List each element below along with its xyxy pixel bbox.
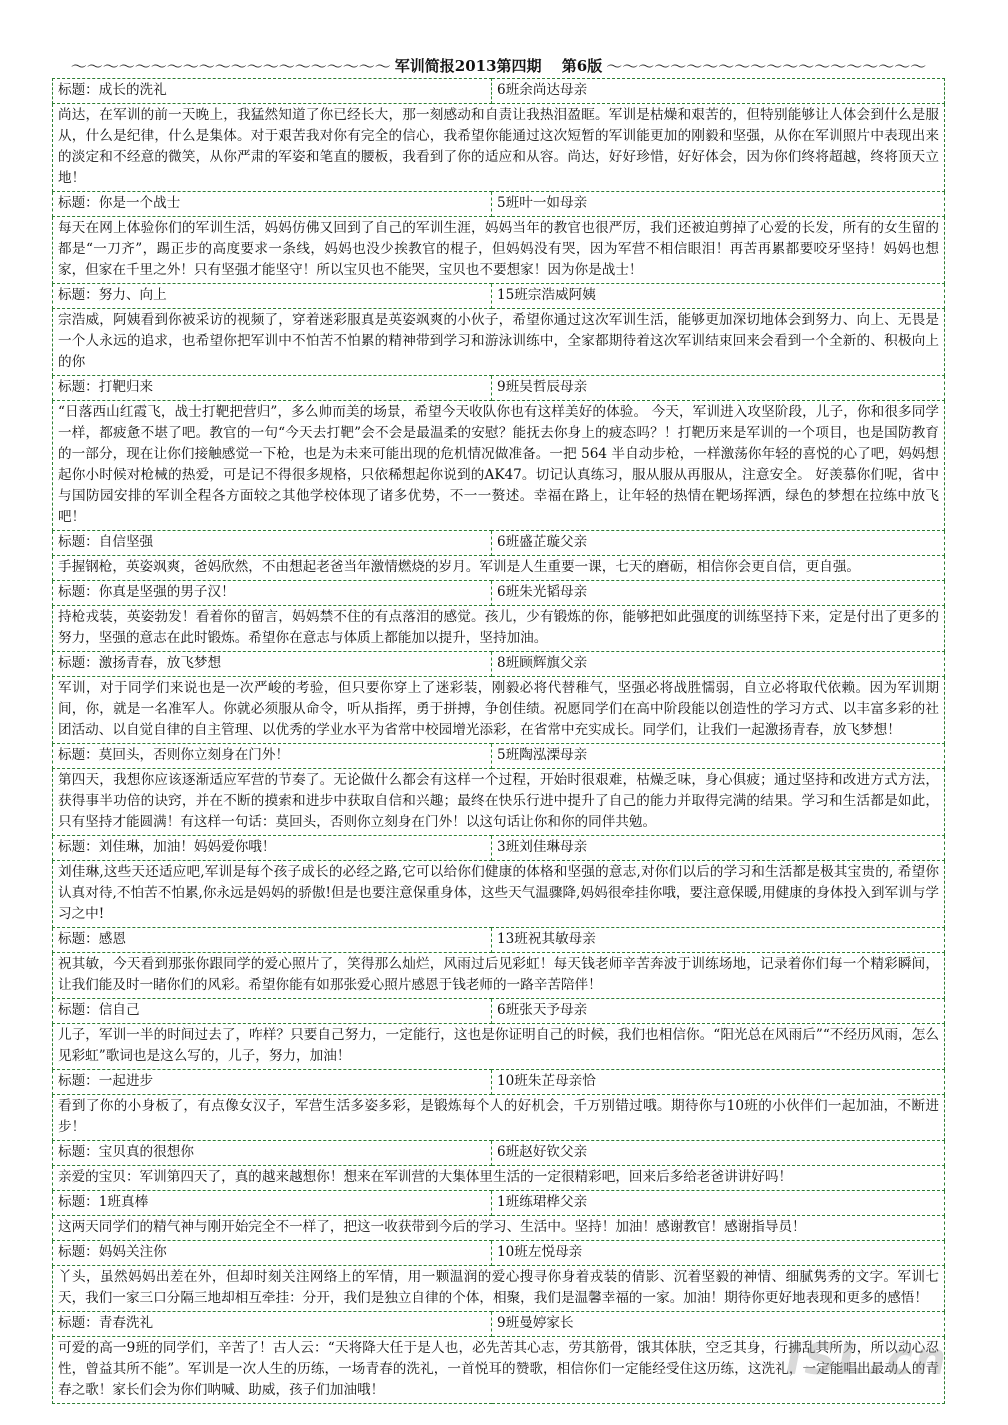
entry-header-row [53, 999, 945, 1024]
entry-author: 9班吴哲辰母亲 [492, 376, 945, 401]
entry-title: 标题：努力、向上 [53, 284, 492, 309]
entry-header-row [53, 192, 945, 217]
entry-header-row [53, 744, 945, 769]
entry-body-row [53, 606, 945, 652]
entry-author: 10班朱芷母亲恰 [492, 1070, 945, 1095]
entry-header-row [53, 928, 945, 953]
entry-body: 这两天同学们的精气神与刚开始完全不一样了，把这一收获带到今后的学习、生活中。坚持！加油！感谢教官！感谢指导员！ [53, 1216, 945, 1241]
entry-author: 5班叶一如母亲 [492, 192, 945, 217]
entry-body: 亲爱的宝贝：军训第四天了，真的越来越想你！想来在军训营的大集体里生活的一定很精彩吧，回来后多给老爸讲讲好吗！ [53, 1166, 945, 1191]
entry-title: 标题：妈妈关注你 [53, 1241, 492, 1266]
entry-body-row [53, 1024, 945, 1070]
message-board [52, 78, 945, 1404]
entry-author: 6班盛芷璇父亲 [492, 531, 945, 556]
entry-title: 标题：宝贝真的很想你 [53, 1141, 492, 1166]
entry-body: “日落西山红霞飞，战士打靶把营归”，多么帅而美的场景，希望今天收队你也有这样美好的体验。 今天，军训进入攻坚阶段，儿子，你和很多同学一样，都疲惫不堪了吧。教官的一句“今天去打靶”会不会是最温柔的安慰？能抚去你身上的疲态吗？！打靶历来是军训的一个项目，也是国防教育的一部分，现在让你们接触感觉一下枪，也是为未来可能出现的危机情况做准备。一把 564 半自动步枪，一样激荡你年轻的喜悦的心了吧，妈妈想起你小时候对枪械的热爱，可是记不得很多规格，只依稀想起你说到的AK47。切记认真练习，服从服从再服从，注意安全。 好羡慕你们呢，省中与国防园安排的军训全程各方面较之其他学校体现了诸多优势，不一一赘述。幸福在路上，让年轻的热情在靶场挥洒，绿色的梦想在拉练中放飞吧！ [53, 401, 945, 531]
entry-body-row [53, 769, 945, 836]
entry-title: 标题：你真是坚强的男子汉！ [53, 581, 492, 606]
entry-title: 标题：1班真棒 [53, 1191, 492, 1216]
entry-body-row [53, 401, 945, 531]
entry-header-row [53, 1070, 945, 1095]
entry-body: 可爱的高一9班的同学们，辛苦了！古人云：“天将降大任于是人也，必先苦其心志，劳其筋骨，饿其体肤，空乏其身，行拂乱其所为，所以动心忍性，曾益其所不能”。军训是一次人生的历练，一场青春的洗礼，一首悦耳的赞歌，相信你们一定能经受住这历练，这洗礼，一定能唱出最动人的青春之歌！家长们会为你们呐喊、助威，孩子们加油哦！ [53, 1337, 945, 1404]
entry-title: 标题：青春洗礼 [53, 1312, 492, 1337]
entry-body: 尚达，在军训的前一天晚上，我猛然知道了你已经长大，那一刻感动和自责让我热泪盈眶。军训是枯燥和艰苦的，但特别能够让人体会到什么是服从，什么是纪律，什么是集体。对于艰苦我对你有完全的信心，我希望你能通过这次短暂的军训能更加的刚毅和坚强，从你在军训照片中表现出来的淡定和不经意的微笑，从你严肃的军姿和笔直的腰板，我看到了你的适应和从容。尚达，好好珍惜，好好体会，因为你们终将超越，终将顶天立地！ [53, 104, 945, 192]
entry-title: 标题：你是一个战士 [53, 192, 492, 217]
entry-body: 宗浩威，阿姨看到你被采访的视频了，穿着迷彩服真是英姿飒爽的小伙子，希望你通过这次军训生活，能够更加深切地体会到努力、向上、无畏是一个人永远的追求，也希望你把军训中不怕苦不怕累的精神带到学习和游泳训练中，全家都期待着这次军训结束回来会看到一个全新的、积极向上的你 [53, 309, 945, 376]
entry-title: 标题：激扬青春，放飞梦想 [53, 652, 492, 677]
entry-title: 标题：刘佳琳，加油！妈妈爱你哦！ [53, 836, 492, 861]
entry-body-row [53, 677, 945, 744]
entry-header-row [53, 79, 945, 104]
entry-title: 标题：信自己 [53, 999, 492, 1024]
entry-header-row [53, 1191, 945, 1216]
entry-title: 标题：成长的洗礼 [53, 79, 492, 104]
entry-body: 手握钢枪，英姿飒爽，爸妈欣然，不由想起老爸当年激情燃烧的岁月。军训是人生重要一课，七天的磨砺，相信你会更自信，更自强。 [53, 556, 945, 581]
entry-title: 标题：一起进步 [53, 1070, 492, 1095]
entry-title: 标题：莫回头，否则你立刻身在门外！ [53, 744, 492, 769]
entry-author: 10班左悦母亲 [492, 1241, 945, 1266]
entry-header-row [53, 1241, 945, 1266]
watermark-logo: ISL.cn [785, 1334, 948, 1385]
decorative-wave-right: ～～～～～～～～～～～～～～～～～～～～ [606, 56, 927, 76]
entry-author: 6班余尚达母亲 [492, 79, 945, 104]
newsletter-title: 军训简报2013第四期 第6版 [394, 56, 603, 75]
entry-header-row [53, 1312, 945, 1337]
entry-author: 9班曼婷家长 [492, 1312, 945, 1337]
entry-title: 标题：打靶归来 [53, 376, 492, 401]
newsletter-page [52, 52, 945, 1404]
entry-author: 6班张天予母亲 [492, 999, 945, 1024]
entry-body-row [53, 1216, 945, 1241]
entry-header-row [53, 531, 945, 556]
entry-body: 每天在网上体验你们的军训生活，妈妈仿佛又回到了自己的军训生涯，妈妈当年的教官也很严厉，我们还被迫剪掉了心爱的长发，所有的女生留的都是“一刀齐”，踢正步的高度要求一条线，妈妈也没少挨教官的棍子，但妈妈没有哭，因为军营不相信眼泪！再苦再累都要咬牙坚持！妈妈也想家，但家在千里之外！只有坚强才能坚守！所以宝贝也不能哭，宝贝也不要想家！因为你是战士！ [53, 217, 945, 284]
entry-body: 丫头，虽然妈妈出差在外，但却时刻关注网络上的军情，用一颗温润的爱心搜寻你身着戎装的倩影、沉着坚毅的神情、细腻隽秀的文字。军训七天，我们一家三口分隔三地却相互牵挂：分开，我们是独立自律的个体，相聚，我们是温馨幸福的一家。加油！期待你更好地表现和更多的感悟！ [53, 1266, 945, 1312]
entry-author: 13班祝其敏母亲 [492, 928, 945, 953]
entry-author: 6班朱光韬母亲 [492, 581, 945, 606]
entry-body-row [53, 217, 945, 284]
entry-header-row [53, 581, 945, 606]
entry-body: 军训，对于同学们来说也是一次严峻的考验，但只要你穿上了迷彩装，刚毅必将代替稚气，坚强必将战胜懦弱，自立必将取代依赖。因为军训期间，你，就是一名准军人。你就必须服从命令，听从指挥，勇于拼搏，争创佳绩。祝愿同学们在高中阶段能以创造性的学习方式、以丰富多彩的社团活动、以自觉自律的自主管理、以优秀的学业水平为省常中校园增光添彩，在省常中充实成长。同学们，让我们一起激扬青春，放飞梦想！ [53, 677, 945, 744]
entry-author: 3班刘佳琳母亲 [492, 836, 945, 861]
entry-body-row [53, 953, 945, 999]
entry-body-row [53, 1166, 945, 1191]
decorative-wave-left: ～～～～～～～～～～～～～～～～～～～～ [70, 56, 391, 76]
entry-body-row [53, 309, 945, 376]
entry-body-row [53, 1095, 945, 1141]
entry-header-row [53, 836, 945, 861]
entry-body: 儿子，军训一半的时间过去了，咋样？只要自己努力，一定能行，这也是你证明自己的时候，我们也相信你。“阳光总在风雨后”“不经历风雨，怎么见彩虹”歌词也是这么写的，儿子，努力，加油！ [53, 1024, 945, 1070]
entry-body-row [53, 556, 945, 581]
entry-body-row [53, 861, 945, 928]
entry-title: 标题：感恩 [53, 928, 492, 953]
entry-body: 刘佳琳,这些天还适应吧,军训是每个孩子成长的必经之路,它可以给你们健康的体格和坚强的意志,对你们以后的学习和生活都是极其宝贵的, 希望你认真对待,不怕苦不怕累,你永远是妈妈的骄傲!但是也要注意保重身体，这些天气温骤降,妈妈很牵挂你哦，要注意保暖,用健康的身体投入到军训与学习之中! [53, 861, 945, 928]
entry-author: 5班陶泓溧母亲 [492, 744, 945, 769]
entry-author: 1班练珺桦父亲 [492, 1191, 945, 1216]
entry-body-row [53, 1266, 945, 1312]
entry-author: 8班顾辉旗父亲 [492, 652, 945, 677]
entry-title: 标题：自信坚强 [53, 531, 492, 556]
entry-header-row [53, 284, 945, 309]
entry-header-row [53, 652, 945, 677]
entry-author: 15班宗浩威阿姨 [492, 284, 945, 309]
newsletter-header [52, 52, 945, 78]
entry-header-row [53, 376, 945, 401]
entry-body: 看到了你的小身板了，有点像女汉子，军营生活多姿多彩，是锻炼每个人的好机会，千万别错过哦。期待你与10班的小伙伴们一起加油，不断进步！ [53, 1095, 945, 1141]
entry-body: 第四天，我想你应该逐渐适应军营的节奏了。无论做什么都会有这样一个过程，开始时很艰难，枯燥乏味，身心俱疲；通过坚持和改进方式方法，获得事半功倍的诀窍，并在不断的摸索和进步中获取自信和兴趣；最终在快乐行进中提升了自己的能力并取得完满的结果。学习和生活都是如此，只有坚持才能圆满！有这样一句话：莫回头，否则你立刻身在门外！以这句话让你和你的同伴共勉。 [53, 769, 945, 836]
entry-body: 持枪戎装，英姿勃发！看着你的留言，妈妈禁不住的有点落泪的感觉。孩儿，少有锻炼的你，能够把如此强度的训练坚持下来，定是付出了更多的努力，坚强的意志在此时锻炼。希望你在意志与体质上都能加以提升，坚持加油。 [53, 606, 945, 652]
entry-header-row [53, 1141, 945, 1166]
entry-body: 祝其敏，今天看到那张你跟同学的爱心照片了，笑得那么灿烂，风雨过后见彩虹！每天钱老师辛苦奔波于训练场地，记录着你们每一个精彩瞬间，让我们能及时一睹你们的风彩。希望你能有如那张爱心照片感恩于钱老师的一路辛苦陪伴！ [53, 953, 945, 999]
entry-body-row [53, 104, 945, 192]
entry-author: 6班赵好钦父亲 [492, 1141, 945, 1166]
